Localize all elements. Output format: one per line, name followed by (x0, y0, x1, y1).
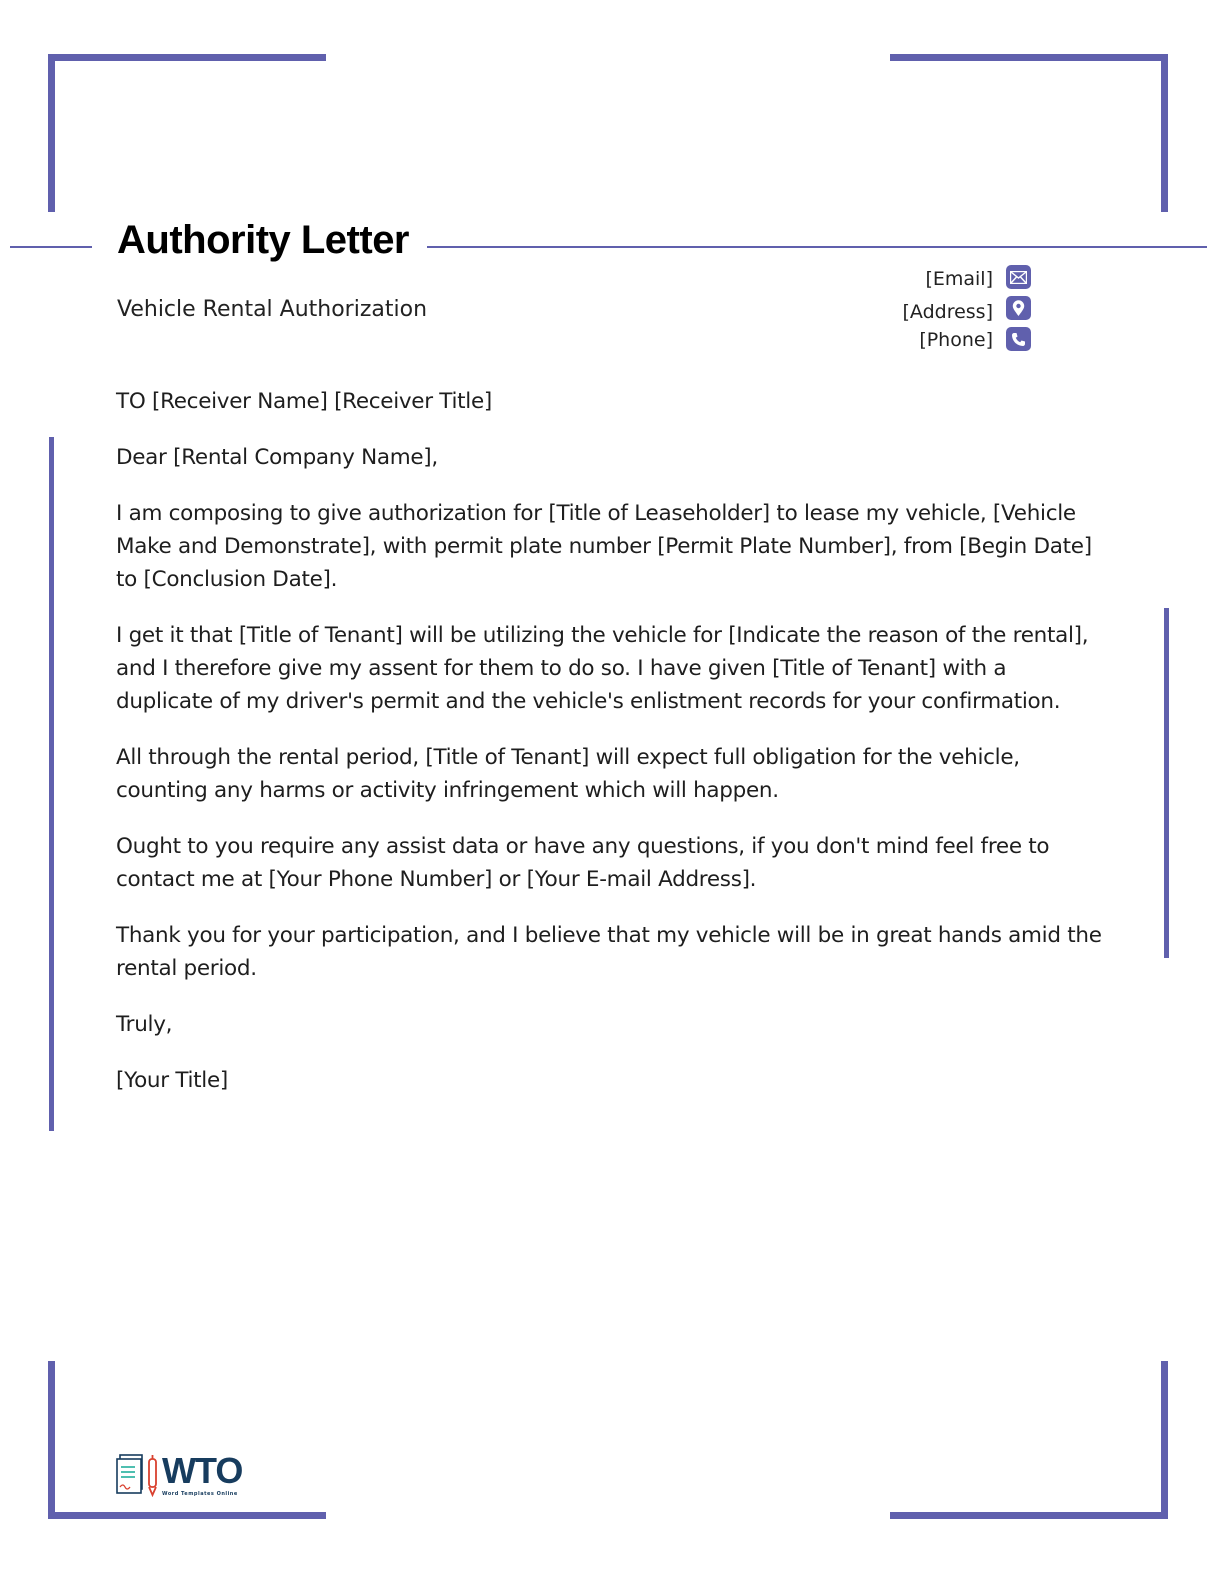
frame-top-left-horizontal (48, 54, 326, 61)
contact-email: [Email] (925, 268, 993, 290)
paragraph-authorization: I am composing to give authorization for [Title of Leaseholder] to lease my vehicle, [Vehicle Make and Demonstrate], with permit plate number [Permit Plate Number], from [Begin Date] to [Conclusion Date]. (116, 501, 1092, 592)
phone-icon (1006, 327, 1031, 351)
email-icon (1006, 265, 1031, 289)
frame-top-right-horizontal (890, 54, 1168, 61)
location-pin-icon (1006, 296, 1031, 320)
contact-phone: [Phone] (919, 329, 993, 351)
page-title: Authority Letter (117, 218, 409, 262)
title-rule-left (10, 246, 92, 248)
left-accent-bar (49, 437, 54, 1131)
signature: [Your Title] (116, 1068, 228, 1093)
paragraph-usage: I get it that [Title of Tenant] will be utilizing the vehicle for [Indicate the reason of the rental], and I therefore give my assent for them to do so. I have given [Title of Tenant] with a duplicate of my driver's permit and the vehicle's enlistment records for your confirmation. (116, 623, 1089, 714)
salutation: Dear [Rental Company Name], (116, 445, 438, 470)
paragraph-thanks: Thank you for your participation, and I believe that my vehicle will be in great hands amid the rental period. (116, 923, 1102, 981)
letter-body (116, 385, 1106, 1120)
frame-bottom-left-vertical (48, 1361, 55, 1519)
contact-address: [Address] (902, 301, 993, 323)
logo-text: WTO (162, 1450, 243, 1491)
frame-bottom-right-horizontal (890, 1512, 1168, 1519)
paragraph-contact: Ought to you require any assist data or have any questions, if you don't mind feel free to contact me at [Your Phone Number] or [Your E-mail Address]. (116, 834, 1050, 892)
frame-top-left-vertical (48, 54, 55, 212)
frame-bottom-left-horizontal (48, 1512, 326, 1519)
logo-tagline: Word Templates Online (162, 1491, 238, 1497)
wto-logo (116, 1450, 243, 1497)
page-subtitle: Vehicle Rental Authorization (117, 297, 428, 322)
paragraph-responsibility: All through the rental period, [Title of Tenant] will expect full obligation for the vehicle, counting any harms or activity infringement which will happen. (116, 745, 1020, 803)
right-accent-bar (1164, 608, 1169, 958)
frame-bottom-right-vertical (1161, 1361, 1168, 1519)
closing: Truly, (116, 1012, 173, 1037)
title-rule-right (427, 246, 1207, 248)
frame-top-right-vertical (1161, 54, 1168, 212)
recipient-line: TO [Receiver Name] [Receiver Title] (116, 389, 492, 414)
document-pen-icon (116, 1453, 162, 1497)
